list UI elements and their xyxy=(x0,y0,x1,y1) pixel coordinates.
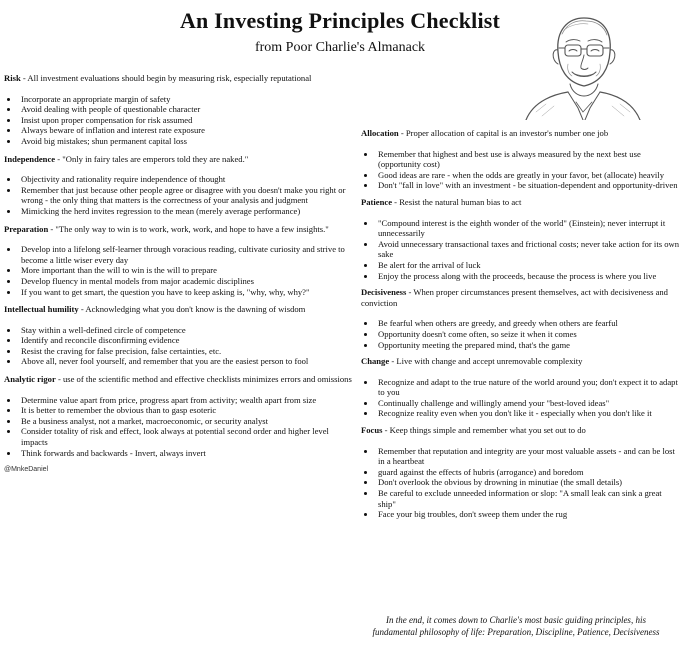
list-item: • guard against the effects of hubris (arrogance) and boredom xyxy=(376,467,679,478)
list-item: • Always beware of inflation and interest rate exposure xyxy=(19,125,354,136)
portrait-sketch xyxy=(516,8,650,120)
right-column xyxy=(361,128,679,526)
section-heading xyxy=(361,356,679,367)
bullet-list xyxy=(4,325,354,367)
list-item: • Face your big troubles, don't sweep them under the rug xyxy=(376,509,679,520)
section-description: - When proper circumstances present themselves, act with decisiveness and conviction xyxy=(361,287,668,308)
section-heading xyxy=(4,73,354,84)
list-item: • Be fearful when others are greedy, and greedy when others are fearful xyxy=(376,318,679,329)
section-description: - All investment evaluations should begin by measuring risk, especially reputational xyxy=(20,73,312,83)
section-preparation xyxy=(4,224,354,298)
section-name: Intellectual humility xyxy=(4,304,79,315)
list-item: • Insist upon proper compensation for risk assumed xyxy=(19,115,354,126)
section-heading xyxy=(4,374,354,385)
list-item: • Identify and reconcile disconfirming evidence xyxy=(19,335,354,346)
bullet-list xyxy=(361,446,679,520)
list-item: • Continually challenge and willingly amend your "best-loved ideas" xyxy=(376,398,679,409)
section-name: Allocation xyxy=(361,128,399,138)
bullet-list xyxy=(361,318,679,350)
bullet-list xyxy=(361,149,679,191)
section-name: Analytic rigor xyxy=(4,374,56,385)
section-focus xyxy=(361,425,679,520)
list-item: • Remember that highest and best use is always measured by the next best use (opportunity cost) xyxy=(376,149,679,170)
section-heading xyxy=(361,425,679,436)
list-item: • Think forwards and backwards - Invert, always invert xyxy=(19,448,354,459)
list-item: • Resist the craving for false precision, false certainties, etc. xyxy=(19,346,354,357)
section-analytic-rigor xyxy=(4,374,354,458)
list-item: • Good ideas are rare - when the odds are greatly in your favor, bet (allocate) heavily xyxy=(376,170,679,181)
list-item: • Above all, never fool yourself, and remember that you are the easiest person to fool xyxy=(19,356,354,367)
list-item: • Recognize reality even when you don't like it - especially when you don't like it xyxy=(376,408,679,419)
list-item: • Avoid big mistakes; shun permanent capital loss xyxy=(19,136,354,147)
section-description: - "The only way to win is to work, work, work, and hope to have a few insights." xyxy=(48,223,329,234)
section-allocation xyxy=(361,128,679,191)
section-change xyxy=(361,356,679,419)
list-item: • It is better to remember the obvious than to gasp esoteric xyxy=(19,405,354,416)
list-item: • If you want to get smart, the question you have to keep asking is, "why, why, why?" xyxy=(19,287,354,298)
section-heading xyxy=(4,224,354,235)
section-description: - Resist the natural human bias to act xyxy=(392,196,522,207)
section-intellectual-humility xyxy=(4,304,354,367)
section-heading xyxy=(361,197,679,208)
list-item: • Remember that just because other people agree or disagree with you doesn't make you right or wrong - the only thing that matters is the correctness of your analysis and judgment xyxy=(19,185,354,206)
list-item: • Be alert for the arrival of luck xyxy=(376,260,679,271)
list-item: • Don't "fall in love" with an investment - be situation-dependent and opportunity-driven xyxy=(376,180,679,191)
list-item: • Develop fluency in mental models from major academic disciplines xyxy=(19,276,354,287)
list-item: • Recognize and adapt to the true nature of the world around you; don't expect it to adapt to you xyxy=(376,377,679,398)
list-item: • Enjoy the process along with the proceeds, because the process is where you live xyxy=(376,271,679,282)
section-name: Decisiveness xyxy=(361,287,407,298)
list-item: • "Compound interest is the eighth wonder of the world" (Einstein); never interrupt it unnecessarily xyxy=(376,218,679,239)
left-column xyxy=(4,73,354,476)
section-heading xyxy=(4,154,354,165)
bullet-list xyxy=(361,218,679,282)
list-item: • Avoid dealing with people of questionable character xyxy=(19,104,354,115)
list-item: • Consider totality of risk and effect, look always at potential second order and higher level impacts xyxy=(19,426,354,447)
section-independence xyxy=(4,154,354,217)
section-name: Patience xyxy=(361,196,393,207)
section-description: - use of the scientific method and effective checklists minimizes errors and omissions xyxy=(55,374,352,385)
section-description: - Acknowledging what you don't know is the dawning of wisdom xyxy=(78,304,306,315)
list-item: • Mimicking the herd invites regression to the mean (merely average performance) xyxy=(19,206,354,217)
list-item: • Opportunity meeting the prepared mind, that's the game xyxy=(376,340,679,351)
section-patience xyxy=(361,197,679,281)
section-name: Change xyxy=(361,356,390,367)
list-item: • More important than the will to win is the will to prepare xyxy=(19,265,354,276)
section-risk xyxy=(4,73,354,147)
list-item: • Opportunity doesn't come often, so seize it when it comes xyxy=(376,329,679,340)
list-item: • Remember that reputation and integrity are your most valuable assets - and can be lost in a heartbeat xyxy=(376,446,679,467)
section-name: Risk xyxy=(4,73,21,83)
section-decisiveness xyxy=(361,287,679,350)
section-heading xyxy=(361,128,679,139)
closing-line: fundamental philosophy of life: Preparation, Discipline, Patience, Decisiveness xyxy=(372,627,660,637)
list-item: • Avoid unnecessary transactional taxes and frictional costs; never take action for its own sake xyxy=(376,239,679,260)
section-heading xyxy=(361,287,679,308)
author-handle: @MnkeDaniel xyxy=(4,466,49,474)
section-name: Preparation xyxy=(4,223,49,234)
section-description: - Keep things simple and remember what you set out to do xyxy=(382,425,586,436)
list-item: • Incorporate an appropriate margin of safety xyxy=(19,94,354,105)
list-item: • Develop into a lifelong self-learner through voracious reading, cultivate curiosity and strive to become a little wiser every day xyxy=(19,244,354,265)
page-title: An Investing Principles Checklist xyxy=(179,8,501,33)
list-item: • Objectivity and rationality require independence of thought xyxy=(19,174,354,185)
section-heading xyxy=(4,304,354,315)
section-description: - Proper allocation of capital is an investor's number one job xyxy=(398,128,609,138)
bullet-list xyxy=(4,94,354,147)
bullet-list xyxy=(361,377,679,419)
list-item: • Stay within a well-defined circle of competence xyxy=(19,325,354,336)
section-description: - "Only in fairy tales are emperors told they are naked." xyxy=(55,153,249,164)
list-item: • Be a business analyst, not a market, macroeconomic, or security analyst xyxy=(19,416,354,427)
bullet-list xyxy=(4,244,354,297)
page-subtitle: from Poor Charlie's Almanack xyxy=(254,40,426,55)
bullet-list xyxy=(4,174,354,216)
closing-line: In the end, it comes down to Charlie's most basic guiding principles, his xyxy=(386,615,646,625)
list-item: • Determine value apart from price, progress apart from activity; wealth apart from size xyxy=(19,395,354,406)
bullet-list xyxy=(4,395,354,459)
list-item: • Be careful to exclude unneeded information or slop: "A small leak can sink a great ship" xyxy=(376,488,679,509)
closing-statement xyxy=(356,614,676,638)
section-name: Independence xyxy=(4,153,56,164)
section-description: - Live with change and accept unremovable complexity xyxy=(389,356,583,367)
list-item: • Don't overlook the obvious by drowning in minutiae (the small details) xyxy=(376,477,679,488)
section-name: Focus xyxy=(361,425,383,436)
